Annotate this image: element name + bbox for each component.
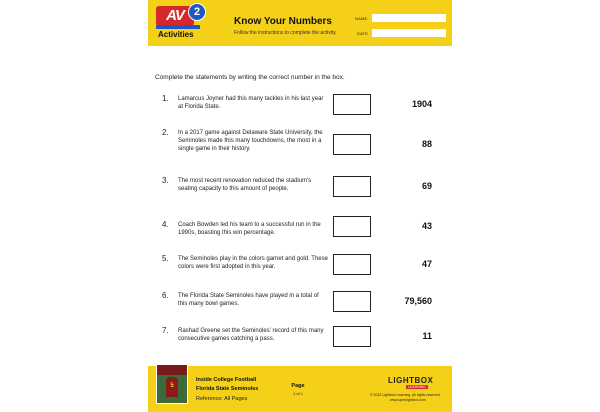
jersey-number: 5 bbox=[170, 383, 174, 389]
question-2 bbox=[148, 128, 452, 168]
answer-number: 88 bbox=[421, 139, 432, 149]
answer-number: 43 bbox=[421, 221, 432, 231]
question-number: 3. bbox=[162, 176, 169, 185]
question-6 bbox=[148, 291, 452, 331]
answer-box[interactable] bbox=[333, 216, 371, 237]
question-text: Lamarcus Joyner had this many tackles in his last year at Florida State. bbox=[178, 96, 324, 110]
answer-box[interactable] bbox=[333, 176, 371, 197]
page-label: Page bbox=[291, 383, 305, 389]
question-number: 2. bbox=[162, 128, 169, 137]
av2-logo bbox=[156, 6, 206, 26]
question-number: 7. bbox=[162, 326, 169, 335]
name-field[interactable] bbox=[372, 14, 446, 22]
book-title: Florida State Seminoles bbox=[196, 386, 259, 392]
question-7 bbox=[148, 326, 452, 366]
question-number: 1. bbox=[162, 94, 169, 103]
question-text: The most recent renovation reduced the stadium’s seating capacity to this amount of people. bbox=[178, 178, 312, 192]
instructions: Complete the statements by writing the correct number in the box. bbox=[155, 74, 345, 81]
logo-strip bbox=[156, 25, 200, 29]
date-field[interactable] bbox=[372, 29, 446, 37]
footer-band bbox=[148, 366, 452, 412]
book-cover-thumbnail bbox=[156, 364, 188, 404]
question-number: 6. bbox=[162, 291, 169, 300]
answer-number: 1904 bbox=[411, 99, 432, 109]
answer-box[interactable] bbox=[333, 254, 371, 275]
answer-box[interactable] bbox=[333, 291, 371, 312]
logo-av-text: AV bbox=[156, 6, 194, 26]
answer-box[interactable] bbox=[333, 94, 371, 115]
logo-badge: 2 bbox=[188, 3, 206, 21]
page-subtitle: Follow the instructions to complete the activity. bbox=[234, 30, 337, 36]
question-text: The Florida State Seminoles have played in a total of this many bowl games. bbox=[178, 293, 319, 307]
app-name: Activities bbox=[158, 30, 194, 39]
question-number: 4. bbox=[162, 220, 169, 229]
header-band bbox=[148, 0, 452, 46]
lightbox-logo: LIGHTBOX bbox=[388, 376, 434, 385]
page-number: 1 of 1 bbox=[292, 391, 303, 396]
question-text: Coach Bowden led his team to a successful run in the 1990s, boasting this win percentage. bbox=[178, 222, 321, 236]
answer-box[interactable] bbox=[333, 134, 371, 155]
answer-number: 47 bbox=[421, 259, 432, 269]
name-label: NAME bbox=[355, 16, 368, 21]
reference-text: Reference: All Pages bbox=[196, 396, 248, 402]
answer-number: 69 bbox=[421, 181, 432, 191]
question-3 bbox=[148, 176, 452, 216]
series-title: Inside College Football bbox=[196, 377, 257, 383]
question-text: Rashad Greene set the Seminoles’ record of this many consecutive games catching a pass. bbox=[178, 328, 324, 342]
date-label: DATE bbox=[357, 31, 369, 36]
copyright: © 2022 Lightbox Learning. All rights reserved. bbox=[370, 393, 441, 397]
question-text: The Seminoles play in the colors garnet and gold. These colors were first adopted in this year. bbox=[178, 256, 328, 270]
answer-number: 11 bbox=[422, 331, 432, 341]
website-link[interactable]: www.openlightbox.com bbox=[390, 398, 426, 402]
page-title: Know Your Numbers bbox=[234, 16, 332, 27]
answer-number: 79,560 bbox=[404, 296, 432, 306]
question-5 bbox=[148, 254, 452, 294]
question-number: 5. bbox=[162, 254, 169, 263]
answer-box[interactable] bbox=[333, 326, 371, 347]
worksheet-page bbox=[148, 0, 452, 412]
lightbox-learning-tag: LEARNING bbox=[408, 385, 426, 389]
question-text: In a 2017 game against Delaware State University, the Seminoles made this many touchdowns, the most in a single game in their history. bbox=[178, 130, 323, 152]
